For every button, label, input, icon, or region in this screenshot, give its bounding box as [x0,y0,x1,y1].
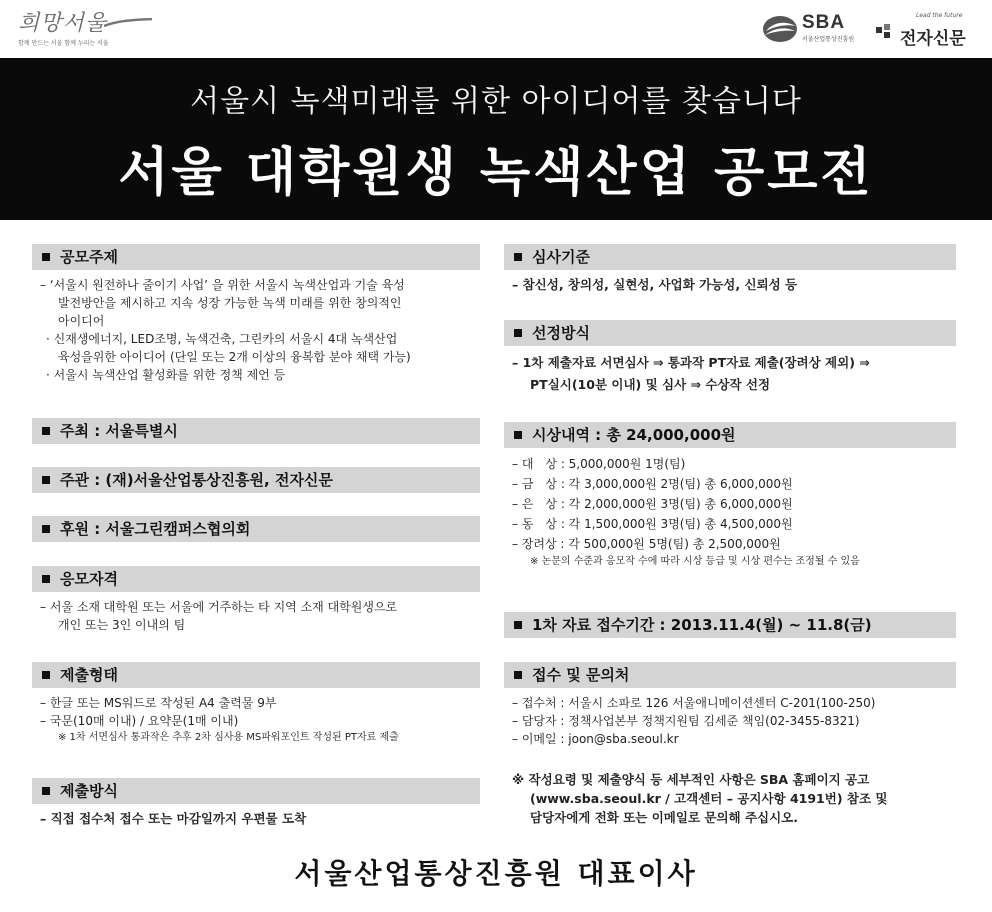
contact-line: – 담당자 : 정책사업본부 정책지원팀 김세준 책임(02-3455-8321) [512,714,860,728]
section-prizes-title: 시상내역 : 총 24,000,000원 [532,426,736,444]
section-theme-title: 공모주제 [60,248,118,266]
sba-logo-sub: 서울산업통상진흥원 [802,36,855,43]
section-selection-header [504,320,956,346]
section-host [32,418,480,444]
criteria-line: – 참신성, 창의성, 실현성, 사업화 가능성, 신뢰성 등 [512,277,798,292]
bullet-square-icon [42,427,50,435]
format-line: – 국문(10매 이내) / 요약문(1매 이내) [40,714,239,728]
swoosh-icon [104,18,152,28]
method-line: – 직접 접수처 접수 또는 마감일까지 우편물 도착 [40,811,307,826]
section-organizer-title: 주관 : (재)서울산업통상진흥원, 전자신문 [60,471,333,489]
prize-note: ※ 논문의 수준과 응모작 수에 따라 시상 등급 및 시상 편수는 조정될 수 있음 [530,556,860,567]
bullet-square-icon [514,621,522,629]
contact-line: – 이메일 : joon@sba.seoul.kr [512,732,679,746]
section-criteria-title: 심사기준 [532,248,590,266]
section-format-title: 제출형태 [60,666,118,684]
prize-line: – 금 상 : 각 3,000,000원 2명(팀) 총 6,000,000원 [512,477,793,491]
notice-line: 담당자에게 전화 또는 이메일로 문의해 주십시오. [530,810,799,825]
theme-line: 발전방안을 제시하고 지속 성장 가능한 녹색 미래를 위한 창의적인 [58,296,402,310]
etnews-tagline: Lead the future [916,12,963,19]
prize-line: – 장려상 : 각 500,000원 5명(팀) 총 2,500,000원 [512,537,781,551]
section-theme [32,244,480,384]
section-method-header [32,778,480,804]
section-sponsor-title: 후원 : 서울그린캠퍼스협의회 [60,520,251,538]
prize-line: – 동 상 : 각 1,500,000원 3명(팀) 총 4,500,000원 [512,517,793,531]
section-sponsor-header [32,516,480,542]
section-period-title: 1차 자료 접수기간 : 2013.11.4(월) ~ 11.8(금) [532,616,872,634]
notice-line: (www.sba.seoul.kr / 고객센터 – 공지사항 4191번) 참조 및 [530,791,888,806]
theme-line: 아이디어 [58,314,105,328]
hope-seoul-logo [18,6,148,50]
bullet-square-icon [514,253,522,261]
section-prizes [504,422,956,570]
section-host-title: 주최 : 서울특별시 [60,422,178,440]
section-contact [504,662,956,748]
section-contact-title: 접수 및 문의처 [532,666,630,684]
prize-line: – 대 상 : 5,000,000원 1명(팀) [512,457,686,471]
section-organizer-header [32,467,480,493]
section-format [32,662,480,746]
theme-line: – ‘서울시 원전하나 줄이기 사업’ 을 위한 서울시 녹색산업과 기술 육성 [40,278,405,292]
bullet-square-icon [42,575,50,583]
bullet-square-icon [514,329,522,337]
format-note: ※ 1차 서면심사 통과작은 추후 2차 심사용 MS파워포인트 작성된 PT자료 제출 [58,732,399,743]
section-method-title: 제출방식 [60,782,118,800]
section-notice [504,770,956,827]
section-prizes-header [504,422,956,448]
section-organizer [32,467,480,493]
selection-line: – 1차 제출자료 서면심사 ⇒ 통과작 PT자료 제출(장려상 제외) ⇒ [512,355,870,370]
bullet-square-icon [42,476,50,484]
hope-seoul-tagline: 함께 만드는 서울 함께 누리는 서울 [18,40,109,47]
theme-line: · 서울시 녹색산업 활성화를 위한 정책 제언 등 [46,368,286,382]
banner-title: 서울 대학원생 녹색산업 공모전 [118,143,874,203]
theme-line: 육성을위한 아이디어 (단일 또는 2개 이상의 융복합 분야 채택 가능) [58,350,411,364]
section-sponsor [32,516,480,542]
section-eligibility-title: 응모자격 [60,570,118,588]
format-line: – 한글 또는 MS워드로 작성된 A4 출력물 9부 [40,696,277,710]
section-contact-header [504,662,956,688]
section-eligibility-header [32,566,480,592]
etnews-emblem-icon [876,24,896,44]
section-criteria-header [504,244,956,270]
section-format-header [32,662,480,688]
etnews-logo-name: 전자신문 [900,29,966,49]
etnews-logo [876,12,981,48]
selection-line: PT실시(10분 이내) 및 심사 ⇒ 수상작 선정 [530,377,771,392]
section-theme-header [32,244,480,270]
bullet-square-icon [514,671,522,679]
sba-logo [762,12,862,48]
hope-seoul-logo-text: 희망서울 [18,11,108,36]
bullet-square-icon [42,787,50,795]
eligibility-line: 개인 또는 3인 이내의 팀 [58,618,186,632]
section-period-header [504,612,956,638]
prize-line: – 은 상 : 각 2,000,000원 3명(팀) 총 6,000,000원 [512,497,793,511]
sba-logo-name: SBA [802,12,846,33]
bullet-square-icon [42,253,50,261]
footer-signature: 서울산업통상진흥원 대표이사 [294,857,698,890]
section-criteria [504,244,956,294]
section-period [504,612,956,638]
theme-line: · 신재생에너지, LED조명, 녹색건축, 그린카의 서울시 4대 녹색산업 [46,332,398,346]
eligibility-line: – 서울 소재 대학원 또는 서울에 거주하는 타 지역 소재 대학원생으로 [40,600,398,614]
section-host-header [32,418,480,444]
banner-subtitle: 서울시 녹색미래를 위한 아이디어를 찾습니다 [190,84,802,119]
section-method [32,778,480,828]
bullet-square-icon [514,431,522,439]
section-selection [504,320,956,396]
section-selection-title: 선정방식 [532,324,590,342]
section-eligibility [32,566,480,634]
notice-line: ※ 작성요령 및 제출양식 등 세부적인 사항은 SBA 홈페이지 공고 [512,772,870,787]
bullet-square-icon [42,671,50,679]
title-banner [0,58,992,220]
sba-emblem-icon [762,14,798,44]
bullet-square-icon [42,525,50,533]
contact-line: – 접수처 : 서울시 소파로 126 서울애니메이션센터 C-201(100-250) [512,696,876,710]
